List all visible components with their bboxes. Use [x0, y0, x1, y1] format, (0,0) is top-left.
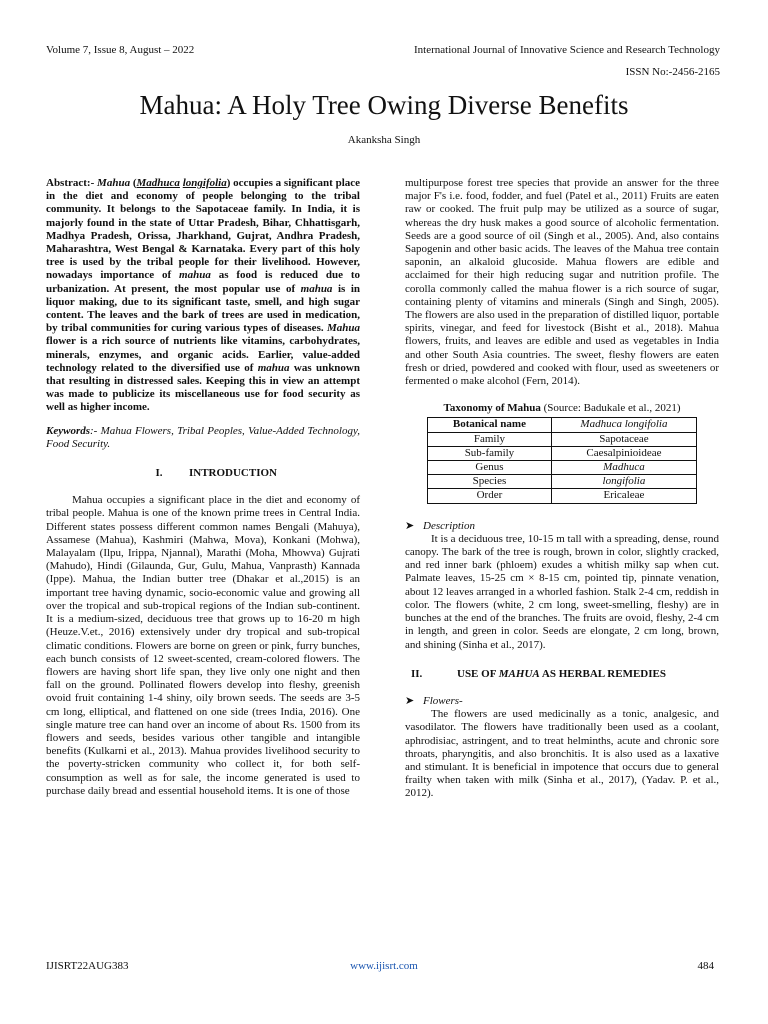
table-cell: Family — [428, 432, 552, 446]
issn: ISSN No:-2456-2165 — [625, 66, 720, 78]
abstract-text: flower is a rich source of nutrients like vitamins, carbohydrates, minerals, enzymes, and organic acids. Earlier, value-added technology related to the diversified use of — [46, 335, 360, 374]
taxonomy-caption-bold: Taxonomy of Mahua — [443, 402, 541, 415]
paper-code: IJISRT22AUG383 — [46, 960, 129, 972]
abstract-mahua: Mahua — [97, 177, 131, 189]
intro-paragraph: Mahua occupies a significant place in the diet and economy of tribal people. Mahua is one of the known prime trees in Central India. Different states possess different common names Bengali (Mahuya), Assamese (Mahua), Kashmiri (Mahwa, Mova), Konkani (Mohwa), Malayalam (Ilpu, Irippa, Njannal), Marathi (Moha, Mhowva) Gujrati (Mahudo), Hindi (Gilaunda, Gur, Gulu, Mahua, Vanprasth) Kannada (Ippe). Mahua, the Indian butter tree (Dhakar et al.,2015) is an important tree having dynamic, socio-economic value and growing all over the tropical and sub-tropical regions of the Indian sub-continent. It is a medium-sized, deciduous tree that grows up to 16-20 m high (Heuze.V.et., 2016) extensively under dry tropical and sub-tropical climatic conditions. Flowers are borne on green or pink, furry bunches, each bunch consists of 12 sweet-scented, cream-colored flowers. The flowers are having short life span, they live only one night and then fall on the ground. Pollinated flowers develop into fleshy, greenish ovoid fruit containing 1-4 shiny, oily brown seeds. The seeds are 3-5 cm long, elliptical, and flattened on one side (trees India, 2016). One single mature tree can hand over an income of about Rs. 1500 from its flowers and seeds, besides various other tangible and intangible benefits (Kulkarni et al., 2013). Mahua provides livelihood security to the poverty-stricken community who collect it, for both self-consumption as well as for sale, the income generated is used to purchase daily bread and essential household items. It is one of those — [46, 494, 360, 797]
section-title: INTRODUCTION — [188, 467, 277, 480]
table-cell: Sub-family — [428, 446, 552, 460]
table-cell: Species — [428, 475, 552, 489]
table-row — [428, 475, 697, 489]
section-title: USE OF — [457, 667, 499, 680]
abstract-text: is in liquor making, due to its significant taste, smell, and high sugar content. The leaves and the bark of trees are used in medication, by tribal communities for curing various types of diseases. — [46, 282, 360, 335]
table-cell: Ericaleae — [551, 489, 696, 503]
table-row — [428, 432, 697, 446]
abstract-label: Abstract:- — [46, 177, 95, 189]
table-row — [428, 489, 697, 503]
description-heading-text: Description — [423, 519, 475, 532]
keywords-label: Keywords — [46, 424, 90, 437]
paper-title: Mahua: A Holy Tree Owing Diverse Benefits — [139, 90, 629, 120]
keywords — [46, 425, 360, 451]
section-number: II. — [411, 667, 423, 680]
journal-url[interactable]: www.ijisrt.com — [350, 960, 418, 972]
abstract-text: as food is reduced due to urbanization. At present, the most popular use of — [46, 269, 360, 295]
arrow-bullet-icon: ➤ — [405, 694, 415, 707]
abstract-species: longifolia — [182, 177, 227, 189]
flowers-heading-text: Flowers- — [423, 694, 463, 707]
abstract-text: occupies a significant place in the diet and economy of people belonging to the tribal community. It belongs to the Sapotaceae family. In India, it is majorly found in the state of Uttar Pradesh, Bihar, Chhattisgarh, Madhya Pradesh, Orissa, Jharkhand, Gujrat, Andhra Pradesh, Maharashtra, West Bengal & Karnataka. Every part of this holy tree is used by the tribal people for their livelihood. However, nowadays importance of — [46, 177, 361, 282]
abstract-mahua: Mahua — [326, 322, 360, 335]
table-row — [428, 446, 697, 460]
table-cell — [551, 475, 696, 489]
flowers-paragraph: The flowers are used medicinally as a tonic, analgesic, and vasodilator. The flowers have traditionally been used as a coolant, aphrodisiac, astringent, and to treat helminths, acute and chronic sore throats, pharyngitis, and also bronchitis. It is also used as a laxative and stimulant. It is beneficial in impotence that occurs due to general frailty when taken with milk (Sinha et al., 2017), (Yadav. P. et al., 2012). — [405, 708, 719, 800]
description-heading — [405, 520, 719, 533]
table-header-cell: Botanical name — [428, 418, 552, 432]
abstract-mahua: mahua — [300, 282, 333, 295]
abstract — [46, 177, 360, 415]
abstract-mahua: mahua — [179, 269, 211, 282]
table-header-row — [428, 418, 697, 432]
description-paragraph: It is a deciduous tree, 10-15 m tall with a spreading, dense, round canopy. The bark of the tree is rough, brown in color, slightly cracked, and red inner bark (phloem) exudes a whitish milky sap when cut. Palmate leaves, 15-25 cm × 8-15 cm, pointed tip, pinnate venation, about 12 leaves arranged in a whorled fashion. Stalk 2-4 cm, reddish in color. The flowers (white, 2 cm long, sweet-smelling, fleshy) are in bunches at the end of the branches. The fruits are ovoid, fleshy, 2-4 cm in length, and green in color. Seeds are elongate, 2 cm long, brown, and shining (Sinha et al., 2017). — [405, 532, 719, 651]
table-cell: Caesalpinioideae — [551, 446, 696, 460]
table-header-cell — [551, 418, 696, 432]
page-number: 484 — [697, 960, 714, 972]
species-name: Madhuca longifolia — [580, 418, 668, 431]
abstract-mahua: mahua — [257, 361, 290, 374]
journal-name: International Journal of Innovative Science and Research Technology — [413, 44, 720, 56]
genus-name: Madhuca — [603, 461, 645, 474]
taxonomy-caption — [405, 402, 719, 415]
table-cell: Sapotaceae — [551, 432, 696, 446]
taxonomy-caption-source: (Source: Badukale et al., 2021) — [540, 402, 681, 415]
paren: ( — [132, 177, 137, 189]
section-heading — [405, 668, 719, 681]
table-cell: Genus — [428, 461, 552, 475]
table-cell — [551, 461, 696, 475]
table-cell: Order — [428, 489, 552, 503]
section-number: I. — [155, 467, 163, 480]
taxonomy-table — [427, 417, 697, 503]
species-epithet: longifolia — [602, 475, 646, 488]
abstract-genus: Madhuca — [136, 177, 180, 189]
right-column — [405, 177, 719, 801]
paren: ) — [226, 177, 231, 189]
volume-issue: Volume 7, Issue 8, August – 2022 — [46, 44, 195, 56]
abstract-text: was unknown that resulting in distressed sales. Keeping this in view an attempt was made to publicize its miscellaneous use for food security as well as higher income. — [46, 361, 360, 414]
table-row — [428, 461, 697, 475]
flowers-heading — [405, 695, 719, 708]
section-title-em: MAHUA — [498, 667, 540, 680]
body-paragraph: multipurpose forest tree species that provide an answer for the three major F's i.e. food, fodder, and fuel (Patel et al., 2011) Fruits are eaten raw or cooked. The fruit pulp may be utilized as a source of sugar, whereas the dry husk makes a good source of alcoholic fermentation. Seeds are a good source of oil (Singh et al., 2005). And, also contains Sapogenin and other basic acids. The leaves of the Mahua tree contain saponin, an alkaloid glucoside. Mahua flowers are edible and acclaimed for their high reducing sugar and nutrition profile. The corolla commonly called the mahua flower is a rich source of sugar, containing plenty of vitamins and minerals (Singh and Singh, 2005). The flowers are also used in the preparation of distilled liquor, portable spirits, vinegar, and feed for livestock (Bisht et al., 2018). Mahua flowers, fruits, and leaves are edible and used as vegetables in India and other South Asia countries. The sweet, fleshy flowers are eaten fresh or dried, powdered and cooked with flour, used as sweeteners or fermented o make alcohol (Fern, 2014). — [405, 177, 719, 388]
arrow-bullet-icon: ➤ — [405, 519, 415, 532]
section-heading — [46, 467, 360, 480]
keywords-text: :- Mahua Flowers, Tribal Peoples, Value-Added Technology, Food Security. — [46, 424, 360, 450]
left-column — [46, 177, 360, 798]
section-title: AS HERBAL REMEDIES — [539, 667, 666, 680]
author: Akanksha Singh — [347, 134, 421, 146]
